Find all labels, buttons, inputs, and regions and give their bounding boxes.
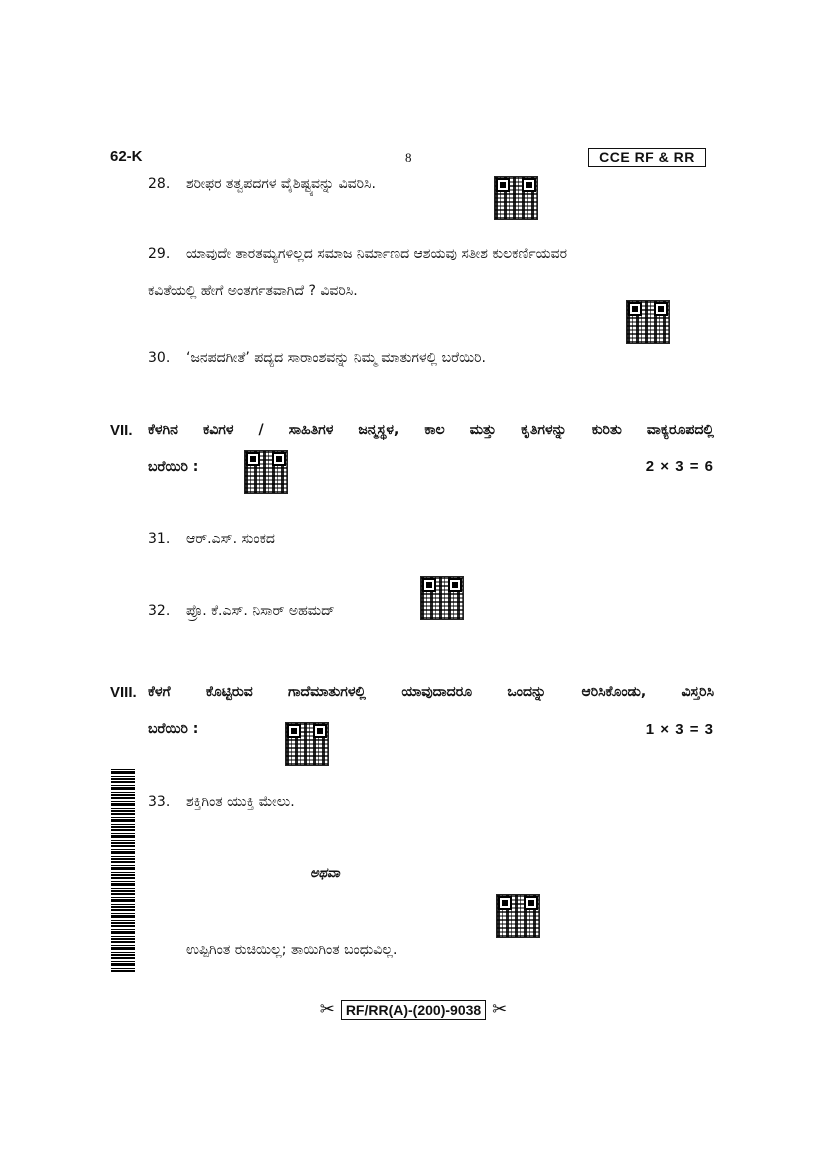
question-number: 32. [148,603,171,619]
ornament-left-icon: ✂ [319,999,335,1020]
section-instruction: ಕೆಳಗೆ ಕೊಟ್ಟಿರುವ ಗಾದೆಮಾತುಗಳಲ್ಲಿ ಯಾವುದಾದರೂ ಒಂದನ್ನು ಆರಿಸಿಕೊಂಡು, ವಿಸ್ತರಿಸಿ [148,684,714,700]
question-text: ಆರ್.ಎಸ್. ಸುಂಕದ [186,531,275,547]
question-number: 33. [148,794,171,810]
section-instruction-continued: ಬರೆಯಿರಿ : [148,459,199,475]
question-number: 28. [148,176,171,192]
section-number: VIII. [110,684,137,701]
alternate-proverb: ಉಪ್ಪಿಗಿಂತ ರುಚಿಯಿಲ್ಲ; ತಾಯಿಗಿಂತ ಬಂಧುವಿಲ್ಲ. [186,942,398,958]
footer [0,1000,827,1020]
question-number: 30. [148,350,171,366]
series-badge: CCE RF & RR [588,148,706,167]
question-text: ಪ್ರೊ. ಕೆ.ಎಸ್. ನಿಸಾರ್ ಅಹಮದ್ [186,603,335,619]
question-text: ‘ಜನಪದಗೀತೆ’ ಪದ್ಯದ ಸಾರಾಂಶವನ್ನು ನಿಮ್ಮ ಮಾತುಗಳಲ್ಲಿ ಬರೆಯಿರಿ. [186,350,486,366]
qr-code-icon [626,300,670,344]
qr-code-icon [244,450,288,494]
question-number: 29. [148,246,171,262]
section-marks: 1 × 3 = 3 [645,721,714,738]
section-number: VII. [110,422,133,439]
section-marks: 2 × 3 = 6 [645,458,714,475]
page-number: 8 [405,150,412,165]
question-number: 31. [148,531,171,547]
qr-code-icon [420,576,464,620]
question-text: ಶರೀಫರ ತತ್ವಪದಗಳ ವೈಶಿಷ್ಟ್ಯವನ್ನು ವಿವರಿಸಿ. [186,176,376,192]
question-text: ಯಾವುದೇ ತಾರತಮ್ಯಗಳಿಲ್ಲದ ಸಮಾಜ ನಿರ್ಮಾಣದ ಆಶಯವು ಸತೀಶ ಕುಲಕರ್ಣಿಯವರ [186,246,568,262]
qr-code-icon [496,894,540,938]
qr-code-icon [285,722,329,766]
paper-code: 62-K [110,148,143,165]
qr-code-icon [494,176,538,220]
question-text: ಶಕ್ತಿಗಿಂತ ಯುಕ್ತಿ ಮೇಲು. [186,794,295,810]
footer-code: RF/RR(A)-(200)-9038 [341,1000,486,1020]
barcode [111,768,135,972]
ornament-right-icon: ✂ [492,999,508,1020]
question-text-continued: ಕವಿತೆಯಲ್ಲಿ ಹೇಗೆ ಅಂತರ್ಗತವಾಗಿದೆ ? ವಿವರಿಸಿ. [148,283,358,299]
section-instruction: ಕೆಳಗಿನ ಕವಿಗಳ / ಸಾಹಿತಿಗಳ ಜನ್ಮಸ್ಥಳ, ಕಾಲ ಮತ್ತು ಕೃತಿಗಳನ್ನು ಕುರಿತು ವಾಕ್ಯರೂಪದಲ್ಲಿ [148,422,714,438]
or-label: ಅಥವಾ [310,866,340,881]
section-instruction-continued: ಬರೆಯಿರಿ : [148,721,199,737]
